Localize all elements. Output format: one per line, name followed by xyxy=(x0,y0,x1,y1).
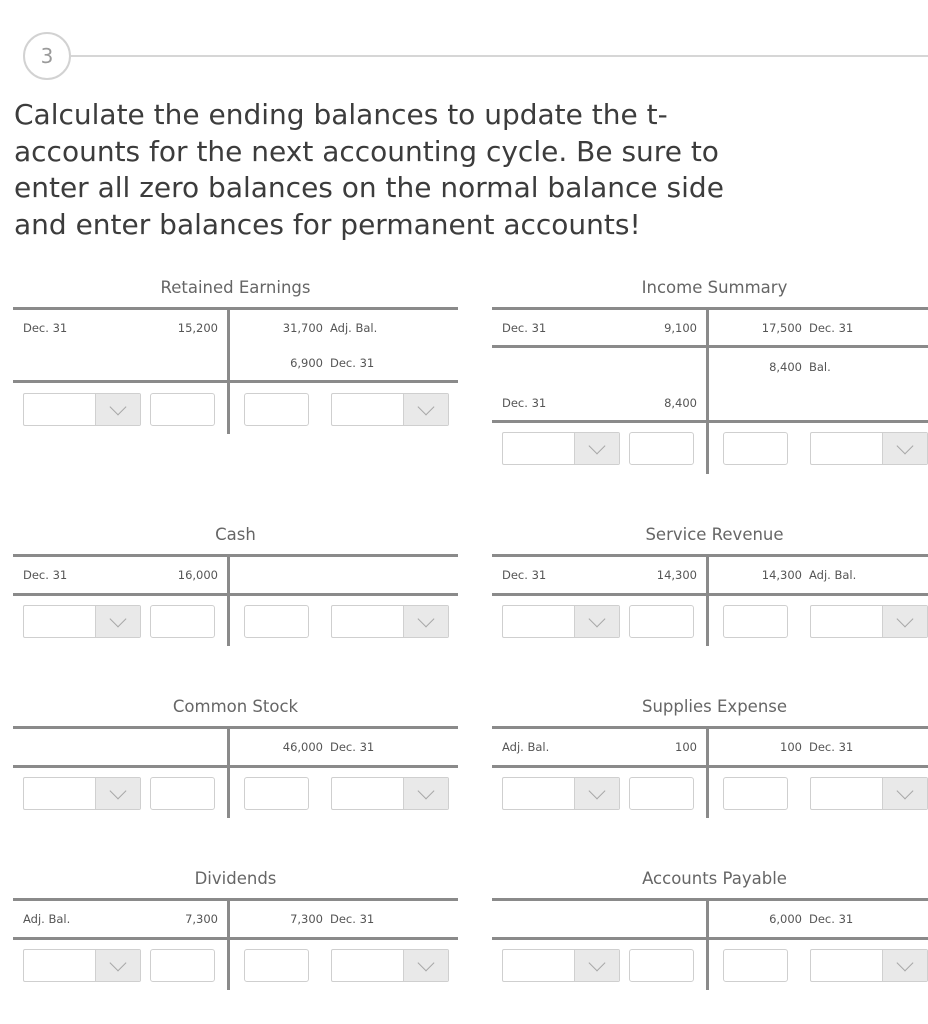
step-number: 3 xyxy=(40,44,54,68)
t-account-total-rule xyxy=(13,937,458,940)
credit-date-select[interactable] xyxy=(331,605,449,638)
debit-amount-input[interactable] xyxy=(629,432,694,465)
credit-amount-input[interactable] xyxy=(244,605,309,638)
credit-value: 46,000 xyxy=(282,740,323,754)
t-account-top-rule xyxy=(13,554,458,557)
debit-date-select[interactable] xyxy=(23,393,141,426)
t-account-total-rule xyxy=(492,765,928,768)
credit-label: Dec. 31 xyxy=(809,912,854,926)
debit-date-select[interactable] xyxy=(502,605,620,638)
dropdown-button[interactable] xyxy=(574,433,619,464)
debit-amount-input[interactable] xyxy=(629,605,694,638)
credit-label: Dec. 31 xyxy=(809,321,854,335)
credit-date-select[interactable] xyxy=(810,777,928,810)
t-account-total-rule xyxy=(13,380,458,383)
account-title: Supplies Expense xyxy=(641,697,788,716)
t-account-top-rule xyxy=(492,554,928,557)
credit-value: 14,300 xyxy=(761,568,802,582)
account-title: Retained Earnings xyxy=(160,278,311,297)
debit-label: Adj. Bal. xyxy=(23,912,71,926)
chevron-down-icon xyxy=(110,954,127,971)
t-account-divider xyxy=(706,898,709,990)
debit-date-select[interactable] xyxy=(23,605,141,638)
chevron-down-icon xyxy=(897,954,914,971)
chevron-down-icon xyxy=(897,437,914,454)
account-title: Cash xyxy=(215,525,256,544)
dropdown-button[interactable] xyxy=(403,778,448,809)
dropdown-button[interactable] xyxy=(95,394,140,425)
dropdown-button[interactable] xyxy=(574,778,619,809)
credit-value: 6,000 xyxy=(769,912,802,926)
credit-value: 17,500 xyxy=(761,321,802,335)
dropdown-button[interactable] xyxy=(882,778,927,809)
debit-amount-input[interactable] xyxy=(150,393,215,426)
debit-label: Dec. 31 xyxy=(502,321,547,335)
debit-amount-input[interactable] xyxy=(629,777,694,810)
account-title: Common Stock xyxy=(172,697,299,716)
dropdown-button[interactable] xyxy=(403,394,448,425)
chevron-down-icon xyxy=(418,610,435,627)
dropdown-button[interactable] xyxy=(574,606,619,637)
credit-label: Dec. 31 xyxy=(330,912,375,926)
debit-value: 14,300 xyxy=(656,568,697,582)
chevron-down-icon xyxy=(110,398,127,415)
debit-date-select[interactable] xyxy=(502,777,620,810)
chevron-down-icon xyxy=(589,954,606,971)
dropdown-button[interactable] xyxy=(403,950,448,981)
t-account-divider xyxy=(706,554,709,646)
account-title: Service Revenue xyxy=(645,525,784,544)
credit-label: Adj. Bal. xyxy=(330,321,378,335)
chevron-down-icon xyxy=(897,610,914,627)
dropdown-button[interactable] xyxy=(95,778,140,809)
step-number-circle xyxy=(23,32,71,80)
debit-value: 8,400 xyxy=(664,396,697,410)
t-account-divider xyxy=(227,554,230,646)
credit-date-select[interactable] xyxy=(810,949,928,982)
t-account-top-rule xyxy=(13,898,458,901)
credit-value: 100 xyxy=(780,740,802,754)
debit-value: 16,000 xyxy=(177,568,218,582)
instructions-text: Calculate the ending balances to update the t-accounts for the next accounting cycle. Be sure to enter all zero balances on the normal balance side and enter balances for permanent accounts! xyxy=(14,98,724,241)
debit-date-select[interactable] xyxy=(23,949,141,982)
credit-value: 7,300 xyxy=(290,912,323,926)
credit-value: 6,900 xyxy=(290,356,323,370)
chevron-down-icon xyxy=(589,437,606,454)
debit-label: Dec. 31 xyxy=(502,568,547,582)
chevron-down-icon xyxy=(110,782,127,799)
credit-date-select[interactable] xyxy=(810,605,928,638)
debit-amount-input[interactable] xyxy=(629,949,694,982)
debit-label: Dec. 31 xyxy=(502,396,547,410)
t-account-dividends xyxy=(13,869,458,994)
t-account-top-rule xyxy=(13,307,458,310)
t-account-divider xyxy=(706,726,709,818)
t-account-total-rule xyxy=(13,593,458,596)
chevron-down-icon xyxy=(418,398,435,415)
credit-amount-input[interactable] xyxy=(244,393,309,426)
t-account-top-rule xyxy=(492,726,928,729)
dropdown-button[interactable] xyxy=(882,606,927,637)
t-account-divider xyxy=(227,307,230,434)
credit-label: Dec. 31 xyxy=(330,356,375,370)
debit-amount-input[interactable] xyxy=(150,949,215,982)
debit-label: Dec. 31 xyxy=(23,568,68,582)
t-account-divider xyxy=(227,726,230,818)
debit-label: Dec. 31 xyxy=(23,321,68,335)
dropdown-button[interactable] xyxy=(95,606,140,637)
credit-date-select[interactable] xyxy=(331,949,449,982)
t-account-total-rule xyxy=(492,420,928,423)
t-account-income-summary xyxy=(492,278,928,478)
chevron-down-icon xyxy=(418,954,435,971)
account-title: Accounts Payable xyxy=(642,869,787,888)
credit-amount-input[interactable] xyxy=(244,777,309,810)
debit-value: 15,200 xyxy=(177,321,218,335)
dropdown-button[interactable] xyxy=(574,950,619,981)
step-divider xyxy=(71,55,928,57)
t-account-total-rule xyxy=(13,765,458,768)
credit-amount-input[interactable] xyxy=(723,432,788,465)
t-account-mid-rule xyxy=(492,345,928,348)
account-title: Dividends xyxy=(194,869,277,888)
credit-label: Dec. 31 xyxy=(330,740,375,754)
t-account-divider xyxy=(227,898,230,990)
credit-amount-input[interactable] xyxy=(244,949,309,982)
t-account-top-rule xyxy=(13,726,458,729)
credit-value: 8,400 xyxy=(769,360,802,374)
dropdown-button[interactable] xyxy=(882,950,927,981)
chevron-down-icon xyxy=(110,610,127,627)
credit-label: Dec. 31 xyxy=(809,740,854,754)
debit-value: 7,300 xyxy=(185,912,218,926)
credit-amount-input[interactable] xyxy=(723,949,788,982)
debit-amount-input[interactable] xyxy=(150,605,215,638)
t-account-top-rule xyxy=(492,898,928,901)
debit-date-select[interactable] xyxy=(502,432,620,465)
t-account-supplies-expense xyxy=(492,697,928,822)
t-account-total-rule xyxy=(492,593,928,596)
t-account-divider xyxy=(706,307,709,474)
dropdown-button[interactable] xyxy=(882,433,927,464)
t-account-cash xyxy=(13,525,458,650)
t-account-retained-earnings xyxy=(13,278,458,438)
debit-label: Adj. Bal. xyxy=(502,740,550,754)
chevron-down-icon xyxy=(589,782,606,799)
chevron-down-icon xyxy=(418,782,435,799)
t-account-accounts-payable xyxy=(492,869,928,994)
account-title: Income Summary xyxy=(641,278,788,297)
dropdown-button[interactable] xyxy=(403,606,448,637)
t-account-top-rule xyxy=(492,307,928,310)
t-account-service-revenue xyxy=(492,525,928,650)
credit-date-select[interactable] xyxy=(331,393,449,426)
credit-date-select[interactable] xyxy=(331,777,449,810)
credit-value: 31,700 xyxy=(282,321,323,335)
debit-value: 100 xyxy=(675,740,697,754)
t-account-total-rule xyxy=(492,937,928,940)
dropdown-button[interactable] xyxy=(95,950,140,981)
chevron-down-icon xyxy=(589,610,606,627)
credit-amount-input[interactable] xyxy=(723,777,788,810)
debit-date-select[interactable] xyxy=(502,949,620,982)
credit-label: Adj. Bal. xyxy=(809,568,857,582)
credit-date-select[interactable] xyxy=(810,432,928,465)
t-account-common-stock xyxy=(13,697,458,822)
debit-value: 9,100 xyxy=(664,321,697,335)
debit-date-select[interactable] xyxy=(23,777,141,810)
debit-amount-input[interactable] xyxy=(150,777,215,810)
credit-label: Bal. xyxy=(809,360,831,374)
chevron-down-icon xyxy=(897,782,914,799)
credit-amount-input[interactable] xyxy=(723,605,788,638)
